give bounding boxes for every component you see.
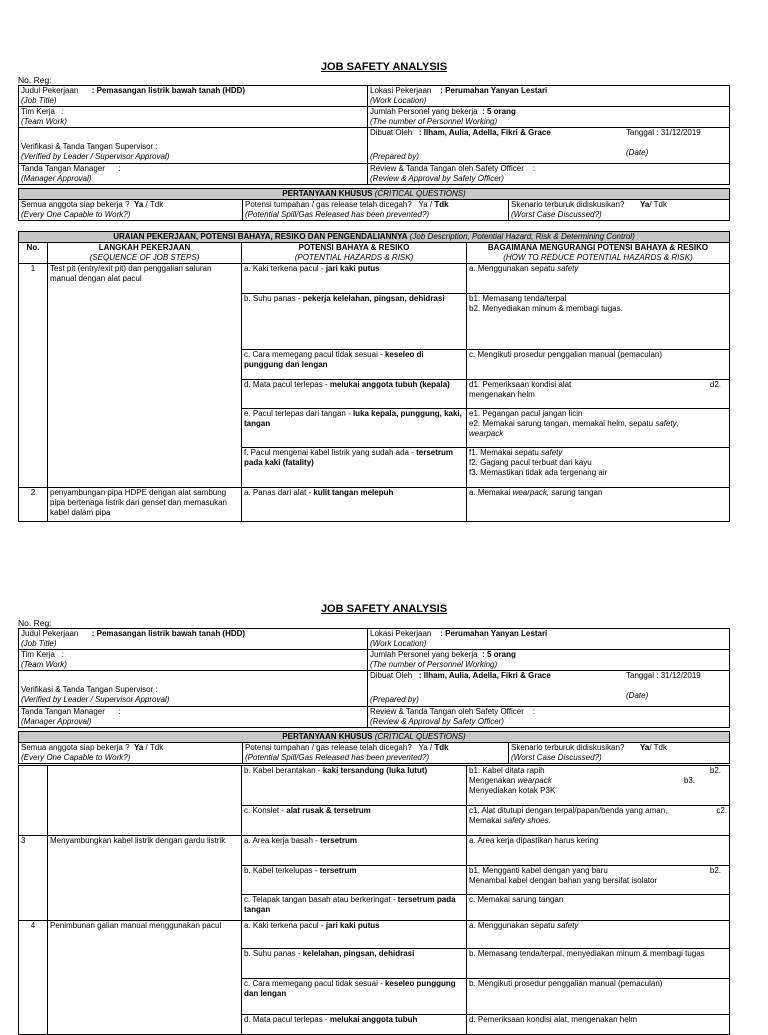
hazard-cell: d. Mata pacul terlepas - melukai anggota tubuh (kepala) bbox=[242, 380, 467, 409]
personnel-count-cell: Jumlah Personel yang bekerja : 5 orang (The number of Personnel Working) bbox=[368, 650, 730, 671]
control-cell: a. Menggunakan sepatu safety bbox=[467, 264, 730, 294]
safety-officer-review-cell: Review & Tanda Tangan oleh Safety Officer : (Review & Approval by Safety Officer) bbox=[368, 707, 730, 728]
step-number: 4 bbox=[19, 921, 48, 1035]
question-worst-case: Skenario terburuk didiskusikan? Ya/ Tdk (Worst Case Discussed?) bbox=[509, 200, 730, 221]
control-cell: f1. Memakai sepatu safety f2. Gagang pacul terbuat dari kayu f3. Memastikan tidak ada tergenang air bbox=[467, 448, 730, 488]
hazard-cell: d. Mata pacul terlepas - melukai anggota tubuh bbox=[242, 1015, 467, 1035]
hazard-cell: c. Konslet - alat rusak & tersetrum bbox=[242, 806, 467, 836]
hazard-cell: a. Area kerja basah - tersetrum bbox=[242, 836, 467, 866]
jsa-header-table bbox=[18, 628, 730, 728]
column-header-controls: BAGAIMANA MENGURANGI POTENSI BAHAYA & RESIKO (HOW TO REDUCE POTENTIAL HAZARDS & RISK) bbox=[467, 243, 730, 264]
hazard-cell: a. Kaki terkena pacul - jari kaki putus bbox=[242, 264, 467, 294]
section-heading: URAIAN PEKERJAAN, POTENSI BAHAYA, RESIKO DAN PENGENDALIANNYA (Job Description, Potential Hazard, Risk & Determining Control) bbox=[19, 232, 730, 243]
control-cell: b1. Mengganti kabel dengan yang baru b2. Menambal kabel dengan bahan yang bersifat isolator bbox=[467, 866, 730, 895]
work-location-cell: Lokasi Pekerjaan : Perumahan Yanyan Lestari (Work Location) bbox=[368, 86, 730, 107]
hazard-cell: c. Telapak tangan basah atau berkeringat - tersetrum pada tangan bbox=[242, 895, 467, 921]
question-spill-prevented: Potensi tumpahan / gas release telah dicegah? Ya / Tdk (Potential Spill/Gas Released has been prevented?) bbox=[243, 743, 509, 764]
question-spill-prevented: Potensi tumpahan / gas release telah dicegah? Ya / Tdk (Potential Spill/Gas Released has been prevented?) bbox=[243, 200, 509, 221]
job-title-cell: Judul Pekerjaan : Pemasangan listrik bawah tanah (HDD) (Job Title) bbox=[19, 629, 368, 650]
question-worst-case: Skenario terburuk didiskusikan? Ya/ Tdk (Worst Case Discussed?) bbox=[509, 743, 730, 764]
team-work-cell: Tim Kerja : (Team Work) bbox=[19, 650, 368, 671]
control-cell: c1. Alat ditutupi dengan terpal/papan/benda yang aman, c2. Memakai safety shoes. bbox=[467, 806, 730, 836]
job-title-cell: Judul Pekerjaan : Pemasangan listrik bawah tanah (HDD) (Job Title) bbox=[19, 86, 368, 107]
control-cell: e1. Pegangan pacul jangan licin e2. Memakai sarung tangan, memakai helm, sepatu safety, wearpack bbox=[467, 409, 730, 448]
step-number: 1 bbox=[19, 264, 48, 488]
control-cell: a. Memakai wearpack, sarung tangan bbox=[467, 488, 730, 522]
control-cell: a. Menggunakan sepatu safety bbox=[467, 921, 730, 949]
control-cell: c. Mengikuti prosedur penggalian manual (pemaculan) bbox=[467, 350, 730, 380]
manager-approval-cell: Tanda Tangan Manager : (Manager Approval) bbox=[19, 164, 368, 185]
column-header-no: No. bbox=[19, 243, 48, 264]
hazard-cell: b. Suhu panas - pekerja kelelahan, pingsan, dehidrasi bbox=[242, 294, 467, 350]
control-cell: a. Area kerja dipastikan harus kering bbox=[467, 836, 730, 866]
page-gap bbox=[0, 528, 768, 598]
step-description: Menyambungkan kabel listrik dengan gardu listrik bbox=[48, 836, 242, 921]
control-cell: b1. Memasang tenda/terpal b2. Menyediakan minum & membagi tugas. bbox=[467, 294, 730, 350]
step-number: 2 bbox=[19, 488, 48, 522]
prepared-by-cell: Dibuat Oleh : Ilham, Aulia, Adella, Fikri & Grace Tanggal : 31/12/2019 (Prepared by) (Date) bbox=[368, 128, 730, 164]
column-header-steps: LANGKAH PEKERJAAN (SEQUENCE OF JOB STEPS) bbox=[48, 243, 242, 264]
critical-questions-table bbox=[18, 731, 730, 764]
document-title: JOB SAFETY ANALYSIS bbox=[320, 603, 448, 615]
personnel-count-cell: Jumlah Personel yang bekerja : 5 orang (The number of Personnel Working) bbox=[368, 107, 730, 128]
step-description: penyambungan pipa HDPE dengan alat sambung pipa bertenaga listrik dari genset dan memasukan kabel dalam pipa bbox=[48, 488, 242, 522]
control-cell: d1. Pemeriksaan kondisi alat d2. mengenakan helm bbox=[467, 380, 730, 409]
critical-questions-table bbox=[18, 188, 730, 221]
registration-number-label: No. Reg: bbox=[18, 618, 52, 628]
hazard-cell: f. Pacul mengenai kabel listrik yang sudah ada - tersetrum pada kaki (fatality) bbox=[242, 448, 467, 488]
hazard-cell: a. Kaki terkena pacul - jari kaki putus bbox=[242, 921, 467, 949]
control-cell: b. Mengikuti prosedur penggalian manual (pemaculan) bbox=[467, 979, 730, 1015]
control-cell: b1. Kabel ditata rapih b2. Mengenakan wearpack b3. Menyediakan kotak P3K bbox=[467, 766, 730, 806]
jsa-header-table bbox=[18, 85, 730, 185]
control-cell: c. Memakai sarung tangan bbox=[467, 895, 730, 921]
control-cell: d. Pemeriksaan kondisi alat, mengenakan helm bbox=[467, 1015, 730, 1035]
step-description: Penimbunan galian manual menggunakan pacul bbox=[48, 921, 242, 1035]
registration-number-label: No. Reg: bbox=[18, 75, 52, 85]
supervisor-approval-cell: Verifikasi & Tanda Tangan Supervisor : (Verified by Leader / Supervisor Approval) bbox=[19, 671, 368, 707]
hazard-cell: a. Panas dari alat - kulit tangan melepuh bbox=[242, 488, 467, 522]
control-cell: b. Memasang tenda/terpal, menyediakan minum & membagi tugas bbox=[467, 949, 730, 979]
work-location-cell: Lokasi Pekerjaan : Perumahan Yanyan Lestari (Work Location) bbox=[368, 629, 730, 650]
job-steps-table-page1 bbox=[18, 231, 730, 522]
question-capable-to-work: Semua anggota siap bekerja ? Ya / Tdk (Every One Capable to Work?) bbox=[19, 743, 243, 764]
hazard-cell: c. Cara memegang pacul tidak sesuai - keseleo punggung dan lengan bbox=[242, 979, 467, 1015]
document-title: JOB SAFETY ANALYSIS bbox=[320, 61, 448, 73]
hazard-cell: b. Kabel terkelupas - tersetrum bbox=[242, 866, 467, 895]
question-capable-to-work: Semua anggota siap bekerja ? Ya / Tdk (Every One Capable to Work?) bbox=[19, 200, 243, 221]
step-description: Test pit (entry/exit pit) dan penggalian saluran manual dengan alat pacul bbox=[48, 264, 242, 488]
manager-approval-cell: Tanda Tangan Manager : (Manager Approval) bbox=[19, 707, 368, 728]
step-number-continued bbox=[19, 766, 48, 836]
hazard-cell: b. Suhu panas - kelelahan, pingsan, dehidrasi bbox=[242, 949, 467, 979]
safety-officer-review-cell: Review & Tanda Tangan oleh Safety Officer : (Review & Approval by Safety Officer) bbox=[368, 164, 730, 185]
hazard-cell: c. Cara memegang pacul tidak sesuai - keseleo di punggung dan lengan bbox=[242, 350, 467, 380]
column-header-hazards: POTENSI BAHAYA & RESIKO (POTENTIAL HAZARDS & RISK) bbox=[242, 243, 467, 264]
job-steps-table-page2 bbox=[18, 765, 730, 1035]
critical-questions-heading: PERTANYAAN KHUSUS (CRITICAL QUESTIONS) bbox=[19, 189, 730, 200]
prepared-by-cell: Dibuat Oleh : Ilham, Aulia, Adella, Fikri & Grace Tanggal : 31/12/2019 (Prepared by) (Date) bbox=[368, 671, 730, 707]
critical-questions-heading: PERTANYAAN KHUSUS (CRITICAL QUESTIONS) bbox=[19, 732, 730, 743]
hazard-cell: b. Kabel berantakan - kaki tersandung (luka lutut) bbox=[242, 766, 467, 806]
step-description-continued bbox=[48, 766, 242, 836]
hazard-cell: e. Pacul terlepas dari tangan - luka kepala, punggung, kaki, tangan bbox=[242, 409, 467, 448]
team-work-cell: Tim Kerja : (Team Work) bbox=[19, 107, 368, 128]
supervisor-approval-cell: Verifikasi & Tanda Tangan Supervisor : (Verified by Leader / Supervisor Approval) bbox=[19, 128, 368, 164]
step-number: 3 bbox=[19, 836, 48, 921]
